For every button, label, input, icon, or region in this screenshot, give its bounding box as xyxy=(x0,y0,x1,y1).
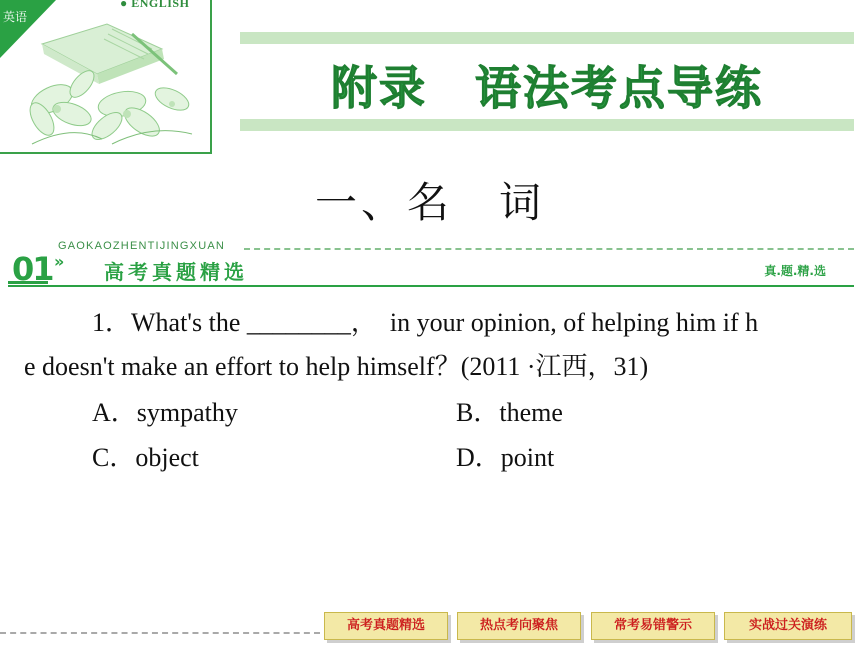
section-right-label: 真.题.精.选 xyxy=(764,264,826,278)
section-title: 一、名 词 xyxy=(314,178,545,227)
nav-button-common-errors[interactable]: 常考易错警示 xyxy=(591,612,715,640)
section-underline xyxy=(8,285,854,287)
dashed-divider xyxy=(244,248,854,250)
header-illustration xyxy=(0,0,214,157)
nav-button-exam-questions[interactable]: 高考真题精选 xyxy=(324,612,448,640)
title-band-bottom xyxy=(240,119,854,131)
section-number: 01 xyxy=(12,250,53,288)
option-c: C．object xyxy=(92,443,199,472)
subject-tag: 英语 xyxy=(3,10,28,24)
chevron-right-icon: » xyxy=(54,252,65,271)
section-label: 高考真题精选 xyxy=(104,260,248,284)
footer-dashed-line xyxy=(0,632,320,634)
option-d: D．point xyxy=(456,443,555,472)
option-a: A．sympathy xyxy=(92,398,238,427)
english-label: ● ENGLISH xyxy=(120,0,190,10)
title-band-top xyxy=(240,32,854,44)
section-header-strip xyxy=(8,238,854,288)
page-title: 附录 语法考点导练 xyxy=(331,61,763,115)
section-pinyin: GAOKAOZHENTIJINGXUAN xyxy=(58,240,226,252)
question-line-1: 1．What's the ________， in your opinion, of helping him if h xyxy=(92,308,759,337)
nav-button-hot-topics[interactable]: 热点考向聚焦 xyxy=(457,612,581,640)
question-line-2: e doesn't make an effort to help himself？(2011 ·江西，31) xyxy=(24,352,649,381)
nav-button-practice[interactable]: 实战过关演练 xyxy=(724,612,852,640)
option-b: B．theme xyxy=(456,398,563,427)
